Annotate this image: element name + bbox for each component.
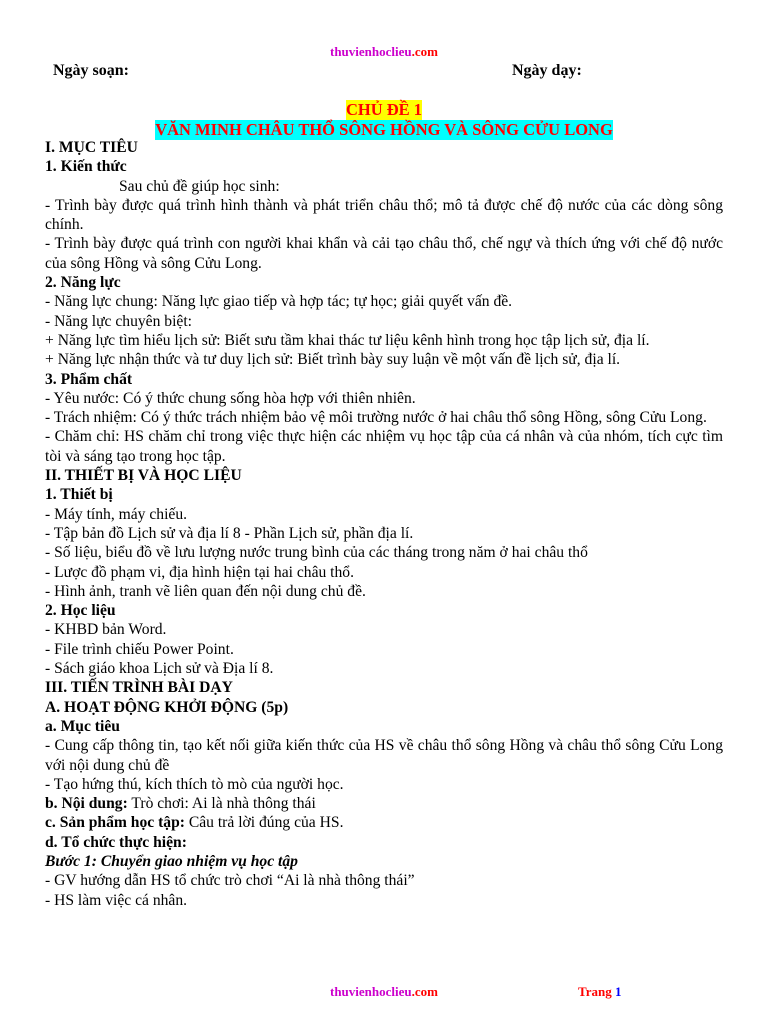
header-website-domain: .com xyxy=(411,44,438,59)
document-body xyxy=(45,138,723,910)
paragraph: - Yêu nước: Có ý thức chung sống hòa hợp với thiên nhiên. xyxy=(45,389,416,407)
paragraph: - Tập bản đồ Lịch sử và địa lí 8 - Phần Lịch sử, phần địa lí. xyxy=(45,524,414,542)
paragraph: Sau chủ đề giúp học sinh: xyxy=(119,177,280,195)
paragraph: - Sách giáo khoa Lịch sử và Địa lí 8. xyxy=(45,660,274,678)
product-label: c. Sản phẩm học tập: xyxy=(45,814,185,832)
date-prepare-label: Ngày soạn: xyxy=(53,62,130,79)
product-text: Câu trả lời đúng của HS. xyxy=(184,814,344,832)
date-row xyxy=(53,62,593,80)
subsection-heading: 1. Thiết bị xyxy=(45,486,113,504)
subsection-heading: 1. Kiến thức xyxy=(45,158,127,176)
paragraph xyxy=(45,794,723,813)
section-heading: I. MỤC TIÊU xyxy=(45,139,138,156)
page-label: Trang xyxy=(578,984,612,999)
document-title xyxy=(0,100,768,140)
subsection-heading: 3. Phẩm chất xyxy=(45,370,133,388)
footer-website-name: thuvienhoclieu xyxy=(330,984,412,999)
paragraph: - Số liệu, biểu đồ về lưu lượng nước trung bình của các tháng trong năm ở hai châu thổ xyxy=(45,544,588,562)
paragraph: - Năng lực chung: Năng lực giao tiếp và hợp tác; tự học; giải quyết vấn đề. xyxy=(45,293,513,311)
section-heading: III. TIẾN TRÌNH BÀI DẠY xyxy=(45,679,233,697)
subsection-heading: 2. Năng lực xyxy=(45,274,121,292)
subsection-heading: a. Mục tiêu xyxy=(45,717,120,735)
header-website-name: thuvienhoclieu xyxy=(330,44,412,59)
paragraph: - HS làm việc cá nhân. xyxy=(45,891,188,909)
paragraph: - Trình bày được quá trình con người khai khẩn và cải tạo châu thổ, chế ngự và thích ứng với chế độ nước của sông Hồng và sông Cửu Long. xyxy=(45,235,723,272)
page-number-value: 1 xyxy=(614,984,622,999)
paragraph: + Năng lực tìm hiểu lịch sử: Biết sưu tầm khai thác tư liệu kênh hình trong học tập lịch sử, địa lí. xyxy=(45,331,650,349)
paragraph: - Lược đồ phạm vi, địa hình hiện tại hai châu thổ. xyxy=(45,563,355,581)
content-text: Trò chơi: Ai là nhà thông thái xyxy=(127,795,316,813)
footer-website-domain: .com xyxy=(411,984,438,999)
content-label: b. Nội dung: xyxy=(45,795,128,813)
paragraph: - KHBD bản Word. xyxy=(45,621,167,639)
subsection-heading: 2. Học liệu xyxy=(45,602,116,620)
paragraph: - Năng lực chuyên biệt: xyxy=(45,312,193,330)
topic-name: VĂN MINH CHÂU THỔ SÔNG HỒNG VÀ SÔNG CỬU LONG xyxy=(155,120,613,139)
date-teach-label: Ngày dạy: xyxy=(512,62,582,79)
paragraph xyxy=(45,813,723,832)
paragraph: - File trình chiếu Power Point. xyxy=(45,640,234,658)
activity-heading: A. HOẠT ĐỘNG KHỞI ĐỘNG (5p) xyxy=(45,698,289,716)
paragraph: - Cung cấp thông tin, tạo kết nối giữa kiến thức của HS về châu thổ sông Hồng và châu thổ sông Cửu Long với nội dung chủ đề xyxy=(45,737,723,774)
paragraph: - GV hướng dẫn HS tổ chức trò chơi “Ai là nhà thông thái” xyxy=(45,872,415,890)
page-number xyxy=(578,984,621,1000)
paragraph: - Trình bày được quá trình hình thành và phát triển châu thổ; mô tả được chế độ nước của các dòng sông chính. xyxy=(45,196,723,234)
paragraph: - Chăm chỉ: HS chăm chỉ trong việc thực hiện các nhiệm vụ học tập của cá nhân và của nhóm, tích cực tìm tòi và sáng tạo trong học tập. xyxy=(45,428,723,465)
topic-number: CHỦ ĐỀ 1 xyxy=(345,100,423,119)
footer-website[interactable] xyxy=(0,984,768,1000)
step-heading: Bước 1: Chuyển giao nhiệm vụ học tập xyxy=(45,852,298,870)
paragraph: - Hình ảnh, tranh vẽ liên quan đến nội dung chủ đề. xyxy=(45,582,366,600)
section-heading: II. THIẾT BỊ VÀ HỌC LIỆU xyxy=(45,467,242,485)
paragraph: - Trách nhiệm: Có ý thức trách nhiệm bảo vệ môi trường nước ở hai châu thổ sông Hồng, sông Cửu Long. xyxy=(45,409,707,427)
paragraph: - Tạo hứng thú, kích thích tò mò của người học. xyxy=(45,775,344,793)
header-website[interactable] xyxy=(0,44,768,60)
paragraph: + Năng lực nhận thức và tư duy lịch sử: Biết trình bày suy luận về một vấn đề lịch sử, địa lí. xyxy=(45,351,621,369)
subsection-heading: d. Tổ chức thực hiện: xyxy=(45,833,187,851)
paragraph: - Máy tính, máy chiếu. xyxy=(45,505,188,523)
